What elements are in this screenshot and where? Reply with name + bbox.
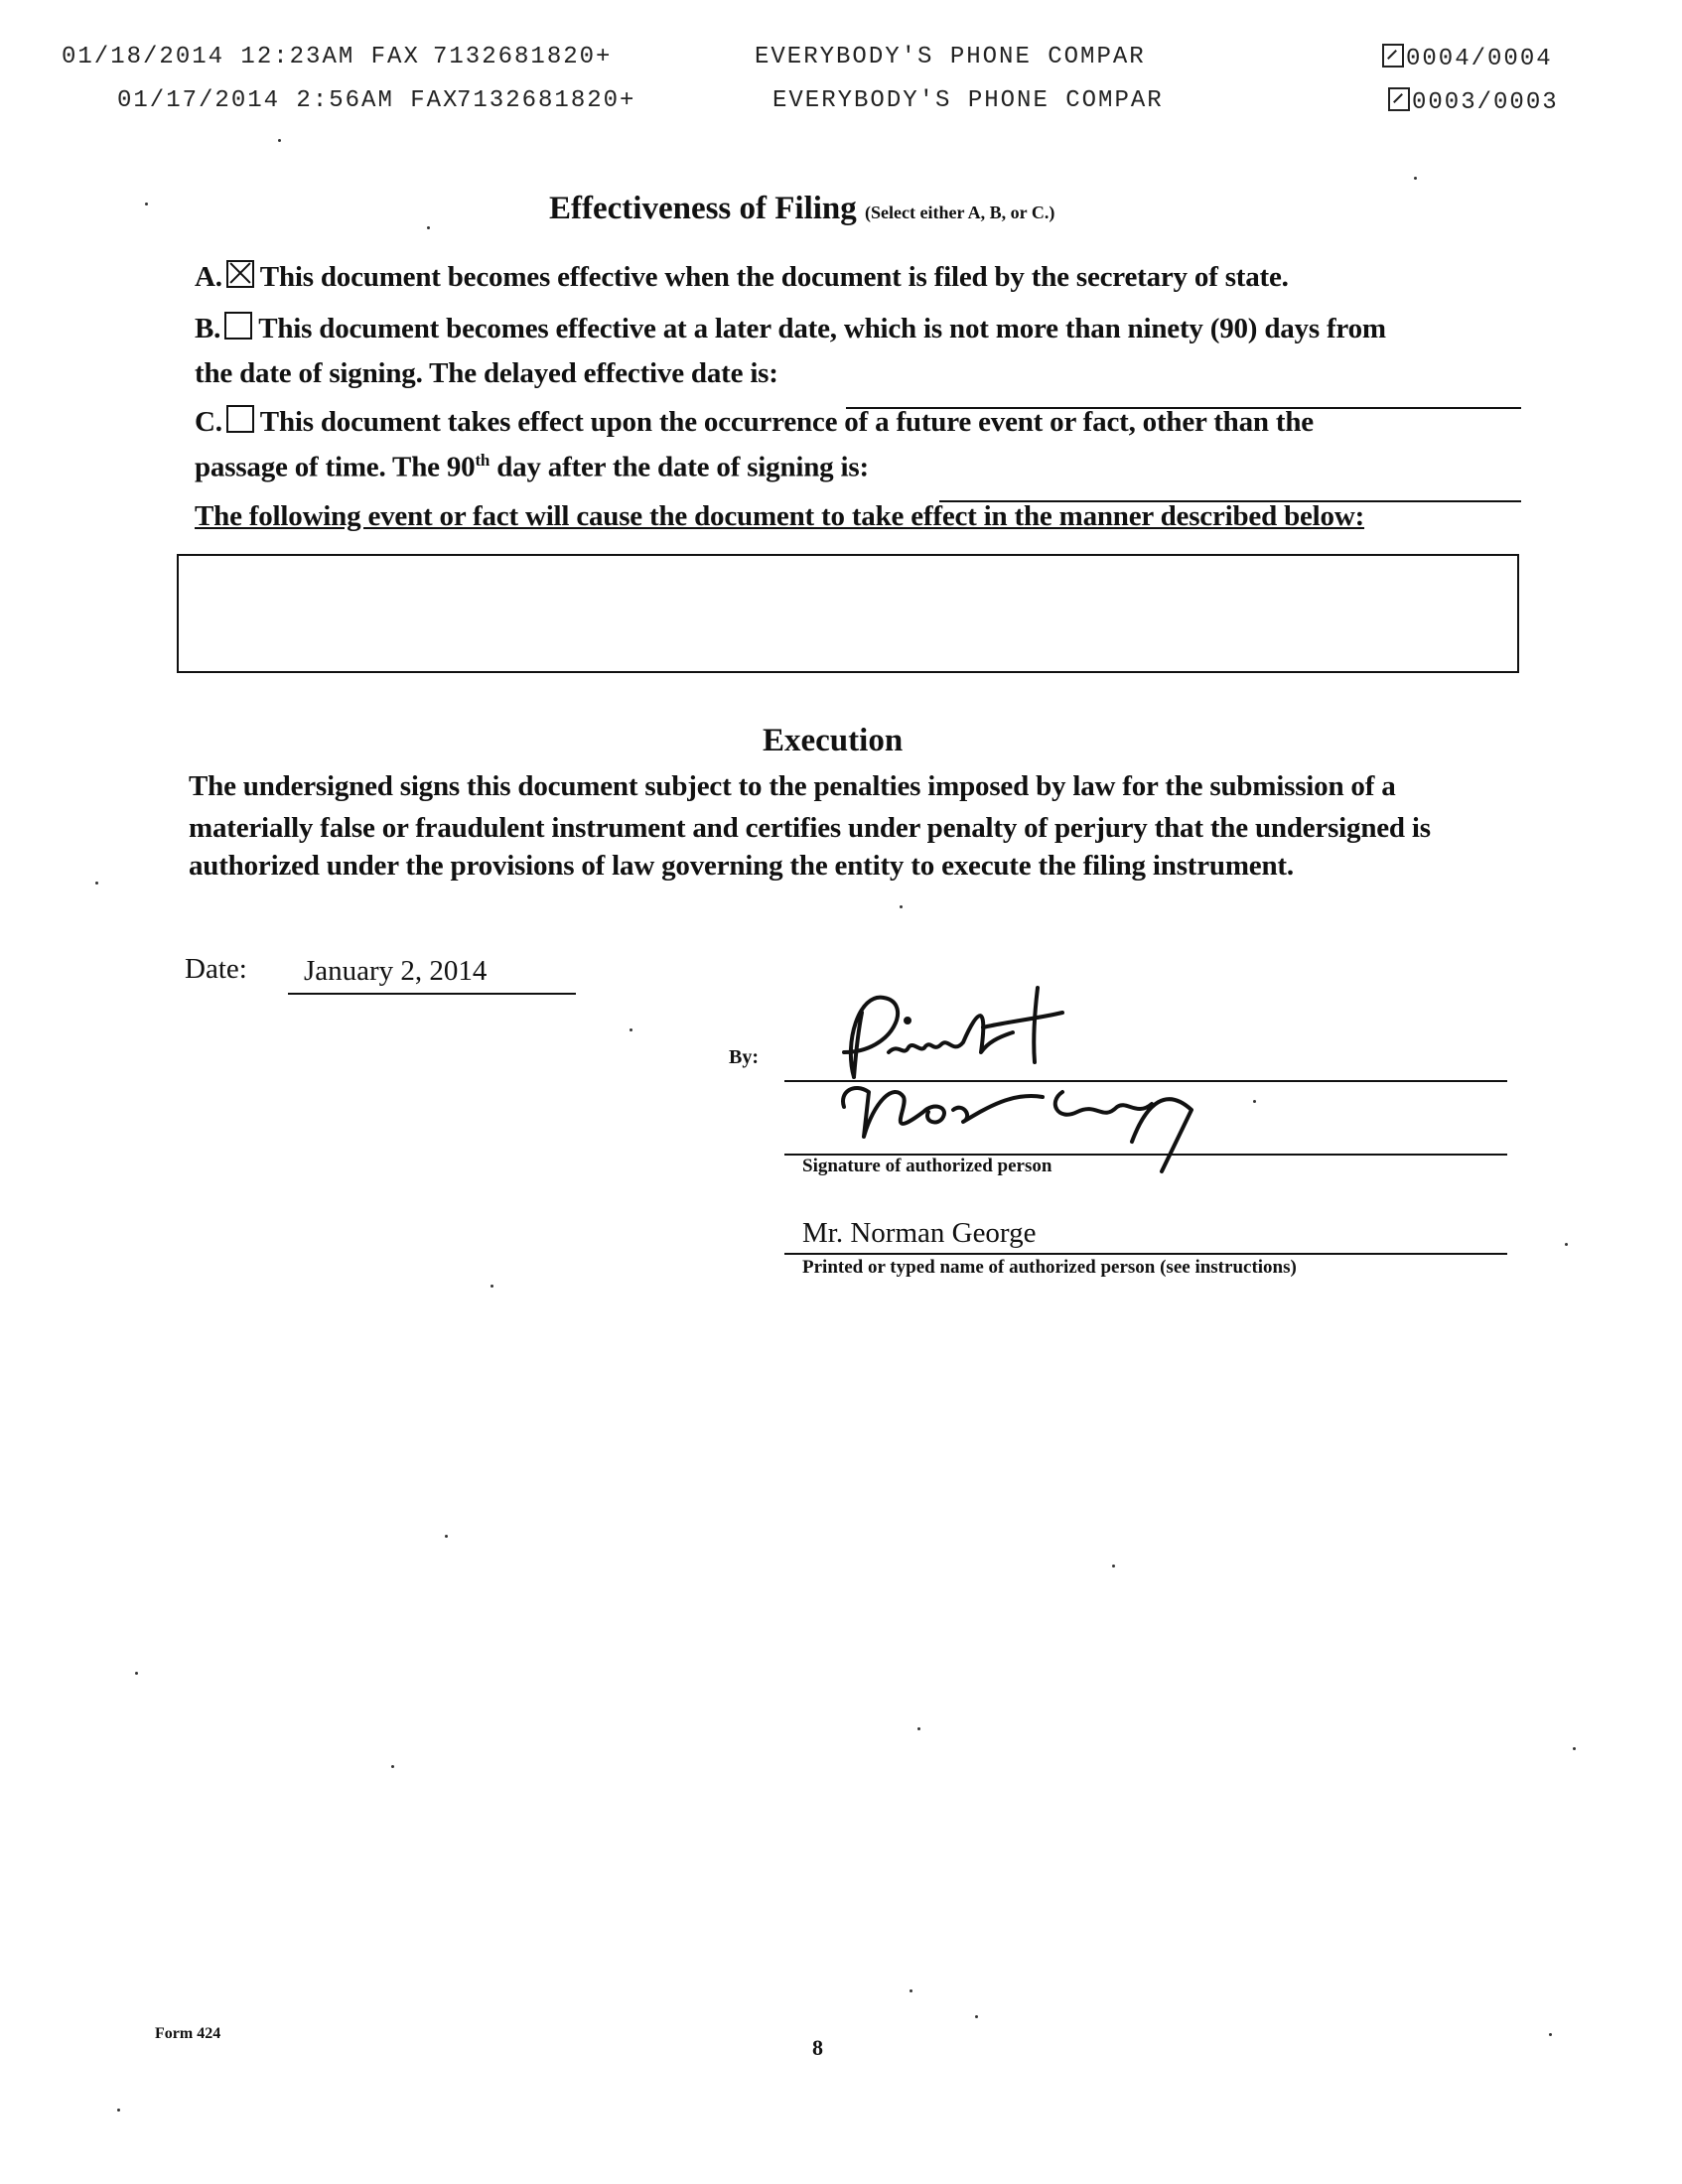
option-b: B. This document becomes effective at a later date, which is not more than ninety (90) days from bbox=[195, 313, 1386, 344]
fax-page-icon bbox=[1388, 87, 1410, 111]
scan-speck bbox=[1253, 1100, 1256, 1103]
signature-icon bbox=[814, 983, 1231, 1181]
fax-number: 7132681820+ bbox=[433, 44, 613, 70]
scan-speck bbox=[491, 1285, 493, 1288]
scan-speck bbox=[427, 226, 430, 229]
effectiveness-instruction: (Select either A, B, or C.) bbox=[865, 203, 1055, 222]
effectiveness-title: Effectiveness of Filing (Select either A, B, or C.) bbox=[549, 191, 1055, 226]
date-label: Date: bbox=[185, 953, 247, 985]
printed-name-line bbox=[784, 1253, 1507, 1255]
scan-speck bbox=[391, 1765, 394, 1768]
event-description-box[interactable] bbox=[177, 554, 1519, 673]
fax-datetime: 01/18/2014 12:23AM FAX bbox=[62, 44, 420, 70]
option-c-line2: passage of time. The 90th day after the date of signing is: bbox=[195, 451, 869, 483]
fax-page: 0003/0003 bbox=[1388, 87, 1559, 116]
fax-header-2 bbox=[117, 87, 1666, 119]
fax-company: EVERYBODY'S PHONE COMPAR bbox=[772, 87, 1164, 114]
date-value: January 2, 2014 bbox=[304, 955, 488, 987]
page-number: 8 bbox=[812, 2035, 823, 2060]
scan-speck bbox=[145, 203, 148, 205]
scan-speck bbox=[1565, 1243, 1568, 1246]
scan-speck bbox=[1549, 2033, 1552, 2036]
scan-speck bbox=[1414, 177, 1417, 180]
scan-speck bbox=[975, 2015, 978, 2018]
option-b-checkbox[interactable] bbox=[224, 312, 252, 340]
option-a: A. This document becomes effective when the document is filed by the secretary of state. bbox=[195, 261, 1289, 293]
by-label: By: bbox=[729, 1046, 759, 1068]
printed-name: Mr. Norman George bbox=[802, 1217, 1037, 1249]
fax-page-icon bbox=[1382, 44, 1404, 68]
fax-header-1 bbox=[62, 44, 1650, 75]
option-b-line2: the date of signing. The delayed effective date is: bbox=[195, 357, 778, 389]
execution-text-line3: authorized under the provisions of law governing the entity to execute the filing instrument. bbox=[189, 850, 1294, 882]
event-label: The following event or fact will cause the document to take effect in the manner described below: bbox=[195, 500, 1365, 532]
scan-speck bbox=[117, 2109, 120, 2112]
fax-number: 7132681820+ bbox=[457, 87, 636, 114]
signature-label: Signature of authorized person bbox=[802, 1156, 1052, 1176]
scan-speck bbox=[917, 1727, 920, 1730]
fax-page: 0004/0004 bbox=[1382, 44, 1553, 72]
scan-speck bbox=[95, 882, 98, 885]
option-a-checkbox[interactable] bbox=[226, 260, 254, 288]
fax-datetime: 01/17/2014 2:56AM FAX bbox=[117, 87, 460, 114]
form-number: Form 424 bbox=[155, 2025, 221, 2042]
scan-speck bbox=[1112, 1565, 1115, 1568]
scan-speck bbox=[278, 139, 281, 142]
scan-speck bbox=[910, 1989, 912, 1992]
option-c-checkbox[interactable] bbox=[226, 405, 254, 433]
execution-title: Execution bbox=[763, 723, 904, 758]
date-line bbox=[288, 993, 576, 995]
scan-speck bbox=[135, 1672, 138, 1675]
scan-speck bbox=[445, 1535, 448, 1538]
option-c: C. This document takes effect upon the occurrence of a future event or fact, other than the bbox=[195, 406, 1314, 438]
scan-speck bbox=[1573, 1747, 1576, 1750]
scan-speck bbox=[900, 905, 903, 908]
execution-text-line2: materially false or fraudulent instrument and certifies under penalty of perjury that the undersigned is bbox=[189, 812, 1431, 844]
scan-speck bbox=[630, 1028, 632, 1031]
printed-name-label: Printed or typed name of authorized person (see instructions) bbox=[802, 1257, 1297, 1278]
fax-company: EVERYBODY'S PHONE COMPAR bbox=[755, 44, 1146, 70]
execution-text-line1: The undersigned signs this document subject to the penalties imposed by law for the submission of a bbox=[189, 770, 1396, 802]
